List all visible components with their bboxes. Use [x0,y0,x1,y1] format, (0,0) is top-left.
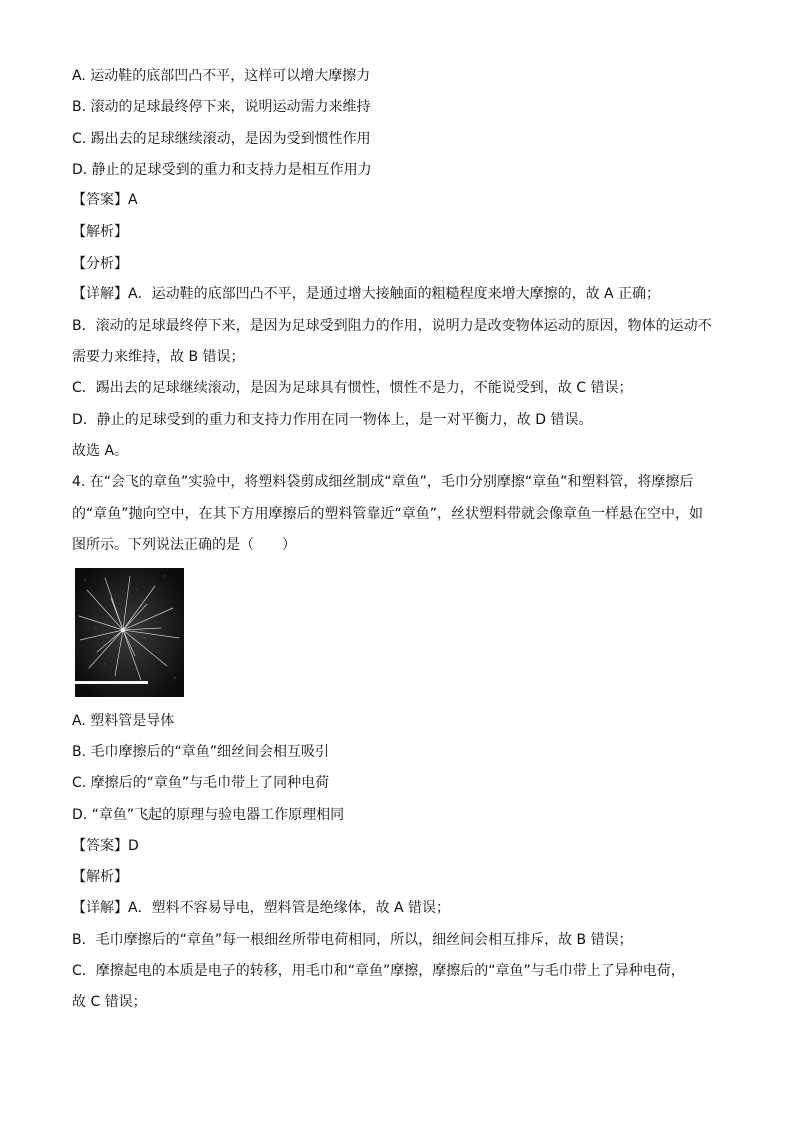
q3-detail-c: C．踢出去的足球继续滚动，是因为足球具有惯性，惯性不是力，不能说受到，故 C 错误； [72,380,633,396]
q3-detail-b-cont: 需要力来维持，故 B 错误； [72,349,245,365]
q3-detail-d: D．静止的足球受到的重力和支持力作用在同一物体上，是一对平衡力，故 D 错误。 [72,412,593,428]
q4-analysis-label: 【解析】 [72,869,128,885]
q4-option-b: B. 毛巾摩擦后的“章鱼”细丝间会相互吸引 [72,744,330,760]
q4-detail-b: B．毛巾摩擦后的“章鱼”每一根细丝所带电荷相同，所以，细丝间会相互排斥，故 B 错误； [72,932,633,948]
q3-option-d: D. 静止的足球受到的重力和支持力是相互作用力 [72,162,372,178]
octopus-experiment-photo [75,568,184,697]
q4-option-a: A. 塑料管是导体 [72,713,175,729]
q4-stem-line-1: 4. 在“会飞的章鱼”实验中，将塑料袋剪成细丝制成“章鱼”，毛巾分别摩擦“章鱼”和塑料管，将摩擦后 [72,474,694,490]
q3-answer: 【答案】A [72,192,138,208]
q4-detail-a: 【详解】A．塑料不容易导电，塑料管是绝缘体，故 A 错误； [72,900,451,916]
q3-conclusion: 故选 A。 [72,443,129,459]
q4-option-d: D. “章鱼”飞起的原理与验电器工作原理相同 [72,807,345,823]
q4-detail-c: C．摩擦起电的本质是电子的转移，用毛巾和“章鱼”摩擦，摩擦后的“章鱼”与毛巾带上了异种电荷， [72,963,685,979]
q3-analysis-label: 【解析】 [72,224,128,240]
q3-detail-a: 【详解】A．运动鞋的底部凹凸不平，是通过增大接触面的粗糙程度来增大摩擦的，故 A 正确； [72,286,661,302]
q4-detail-c-cont: 故 C 错误； [72,994,147,1010]
q4-answer: 【答案】D [72,838,139,854]
q4-stem-line-3: 图所示。下列说法正确的是（ ） [72,537,296,553]
q3-detail-b: B．滚动的足球最终停下来，是因为足球受到阻力的作用，说明力是改变物体运动的原因，物体的运动不 [72,318,712,334]
q3-option-c: C. 踢出去的足球继续滚动，是因为受到惯性作用 [72,131,371,147]
q3-option-b: B. 滚动的足球最终停下来，说明运动需力来维持 [72,99,371,115]
q4-stem-line-2: 的“章鱼”抛向空中，在其下方用摩擦后的塑料管靠近“章鱼”，丝状塑料带就会像章鱼一样悬在空中，如 [72,506,704,522]
q3-option-a: A. 运动鞋的底部凹凸不平，这样可以增大摩擦力 [72,68,371,84]
q3-fenxi-label: 【分析】 [72,256,128,272]
q4-option-c: C. 摩擦后的“章鱼”与毛巾带上了同种电荷 [72,775,330,791]
